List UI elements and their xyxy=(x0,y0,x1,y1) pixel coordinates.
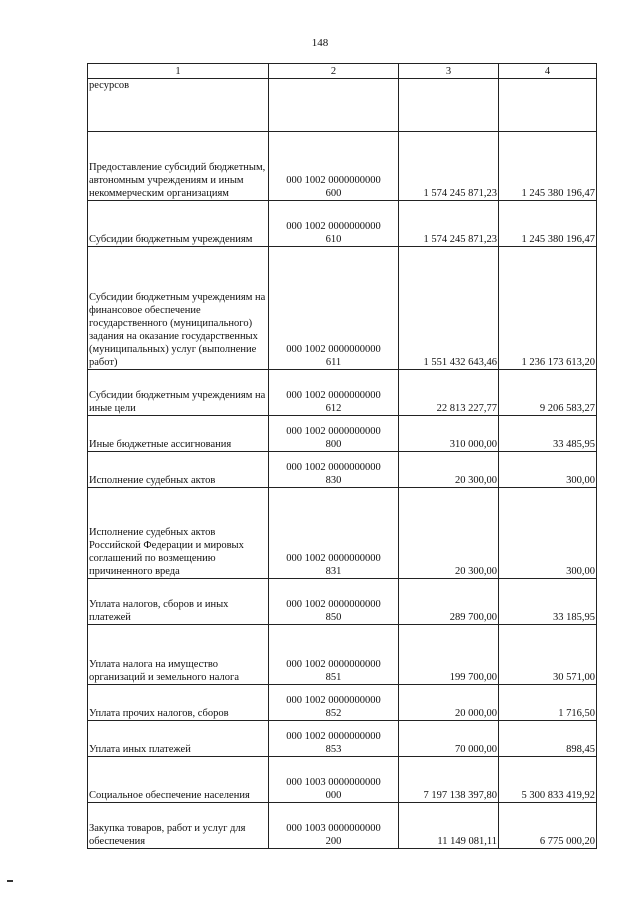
row-value-col4: 33 185,95 xyxy=(499,579,597,625)
row-name: Субсидии бюджетным учреждениям xyxy=(88,201,269,247)
table-row xyxy=(88,488,597,579)
row-name: Закупка товаров, работ и услуг для обеспечения xyxy=(88,803,269,849)
row-code xyxy=(269,488,399,579)
column-header-1: 1 xyxy=(88,64,269,79)
table-row xyxy=(88,803,597,849)
code-main: 000 1002 0000000000 xyxy=(286,462,381,473)
table-row xyxy=(88,79,597,132)
code-main: 000 1002 0000000000 xyxy=(286,553,381,564)
row-code xyxy=(269,416,399,452)
row-value-col3: 11 149 081,11 xyxy=(399,803,499,849)
row-code xyxy=(269,803,399,849)
row-value-col4: 898,45 xyxy=(499,721,597,757)
row-code xyxy=(269,579,399,625)
row-value-col4: 33 485,95 xyxy=(499,416,597,452)
row-code xyxy=(269,247,399,370)
table-row xyxy=(88,370,597,416)
row-value-col3: 199 700,00 xyxy=(399,625,499,685)
code-main: 000 1002 0000000000 xyxy=(286,599,381,610)
table-row xyxy=(88,685,597,721)
code-type: 852 xyxy=(325,708,342,719)
row-value-col4: 6 775 000,20 xyxy=(499,803,597,849)
code-type: 612 xyxy=(325,403,342,414)
row-code xyxy=(269,132,399,201)
row-name: Субсидии бюджетным учреждениям на иные цели xyxy=(88,370,269,416)
row-code xyxy=(269,721,399,757)
code-main: 000 1002 0000000000 xyxy=(286,390,381,401)
row-name: Субсидии бюджетным учреждениям на финансовое обеспечение государственного (муниципального) задания на оказание государственных (муниципальных) услуг (выполнение работ) xyxy=(88,247,269,370)
row-name: Предоставление субсидий бюджетным, автономным учреждениям и иным некоммерческим организациям xyxy=(88,132,269,201)
row-value-col4 xyxy=(499,79,597,132)
column-header-4: 4 xyxy=(499,64,597,79)
table-row xyxy=(88,132,597,201)
row-value-col4: 300,00 xyxy=(499,488,597,579)
row-name: Уплата иных платежей xyxy=(88,721,269,757)
table-row xyxy=(88,757,597,803)
page-number: 148 xyxy=(311,37,329,49)
code-main: 000 1002 0000000000 xyxy=(286,175,381,186)
code-main: 000 1003 0000000000 xyxy=(286,777,381,788)
table-row xyxy=(88,416,597,452)
row-value-col3: 1 551 432 643,46 xyxy=(399,247,499,370)
row-value-col3: 289 700,00 xyxy=(399,579,499,625)
row-value-col3: 20 000,00 xyxy=(399,685,499,721)
row-name: Социальное обеспечение населения xyxy=(88,757,269,803)
code-main: 000 1003 0000000000 xyxy=(286,823,381,834)
code-type: 600 xyxy=(325,188,342,199)
row-value-col4: 300,00 xyxy=(499,452,597,488)
row-code xyxy=(269,370,399,416)
row-value-col4: 1 245 380 196,47 xyxy=(499,201,597,247)
code-type: 853 xyxy=(325,744,342,755)
table-row xyxy=(88,625,597,685)
code-type: 851 xyxy=(325,672,342,683)
row-value-col4: 9 206 583,27 xyxy=(499,370,597,416)
table-row xyxy=(88,721,597,757)
row-code xyxy=(269,79,399,132)
code-main: 000 1002 0000000000 xyxy=(286,659,381,670)
row-code xyxy=(269,625,399,685)
table-row xyxy=(88,247,597,370)
table-row xyxy=(88,452,597,488)
row-code xyxy=(269,685,399,721)
scan-mark xyxy=(7,880,13,882)
row-name: Уплата налогов, сборов и иных платежей xyxy=(88,579,269,625)
code-main: 000 1002 0000000000 xyxy=(286,731,381,742)
code-type: 830 xyxy=(325,475,342,486)
column-header-3: 3 xyxy=(399,64,499,79)
column-header-2: 2 xyxy=(269,64,399,79)
row-name: Уплата налога на имущество организаций и земельного налога xyxy=(88,625,269,685)
code-main: 000 1002 0000000000 xyxy=(286,221,381,232)
code-type: 611 xyxy=(325,357,342,368)
row-code xyxy=(269,201,399,247)
table-row xyxy=(88,201,597,247)
row-name: Уплата прочих налогов, сборов xyxy=(88,685,269,721)
row-value-col3: 1 574 245 871,23 xyxy=(399,132,499,201)
row-value-col3: 7 197 138 397,80 xyxy=(399,757,499,803)
row-value-col3: 20 300,00 xyxy=(399,488,499,579)
table-row xyxy=(88,579,597,625)
row-value-col3: 22 813 227,77 xyxy=(399,370,499,416)
row-name: ресурсов xyxy=(88,79,269,132)
row-value-col4: 5 300 833 419,92 xyxy=(499,757,597,803)
code-type: 800 xyxy=(325,439,342,450)
code-main: 000 1002 0000000000 xyxy=(286,426,381,437)
row-value-col3 xyxy=(399,79,499,132)
row-code xyxy=(269,757,399,803)
row-code xyxy=(269,452,399,488)
row-name: Исполнение судебных актов Российской Федерации и мировых соглашений по возмещению причиненного вреда xyxy=(88,488,269,579)
code-type: 831 xyxy=(325,566,342,577)
row-value-col4: 1 716,50 xyxy=(499,685,597,721)
code-type: 200 xyxy=(325,836,342,847)
row-value-col4: 1 236 173 613,20 xyxy=(499,247,597,370)
row-value-col3: 310 000,00 xyxy=(399,416,499,452)
row-value-col3: 1 574 245 871,23 xyxy=(399,201,499,247)
code-main: 000 1002 0000000000 xyxy=(286,344,381,355)
code-type: 000 xyxy=(325,790,342,801)
code-type: 610 xyxy=(325,234,342,245)
row-name: Исполнение судебных актов xyxy=(88,452,269,488)
budget-table xyxy=(87,63,597,849)
row-value-col4: 30 571,00 xyxy=(499,625,597,685)
row-value-col3: 20 300,00 xyxy=(399,452,499,488)
header-row xyxy=(88,64,597,79)
row-value-col4: 1 245 380 196,47 xyxy=(499,132,597,201)
row-value-col3: 70 000,00 xyxy=(399,721,499,757)
code-type: 850 xyxy=(325,612,342,623)
code-main: 000 1002 0000000000 xyxy=(286,695,381,706)
row-name: Иные бюджетные ассигнования xyxy=(88,416,269,452)
